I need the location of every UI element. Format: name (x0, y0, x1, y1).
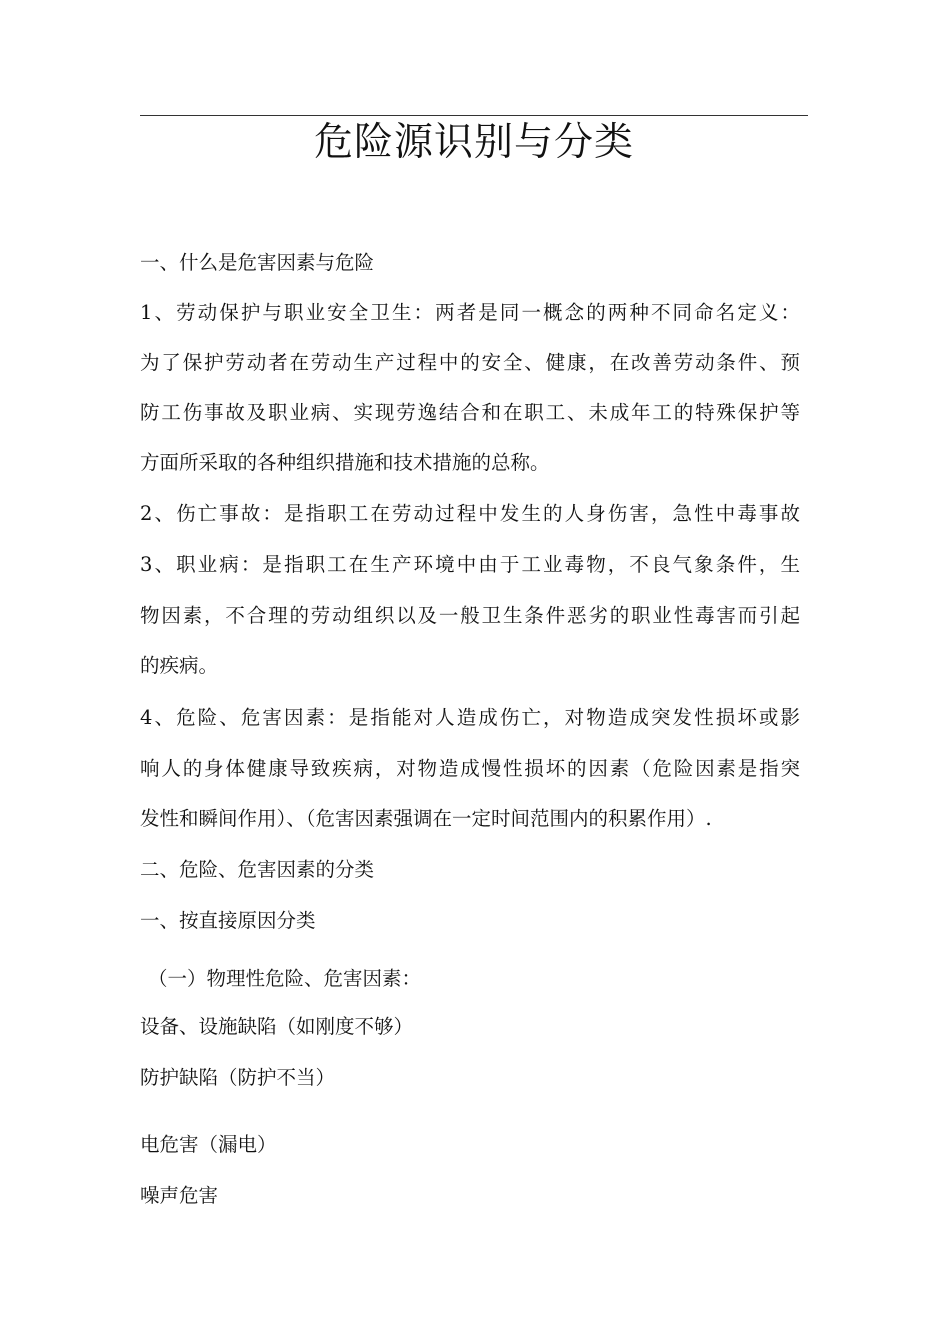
line-13: 二、危险、危害因素的分类 (140, 858, 375, 881)
page-title: 危险源识别与分类 (313, 120, 634, 165)
line-9: 的疾病。 (140, 654, 219, 677)
line-14: 一、按直接原因分类 (140, 909, 316, 932)
line-12: 发性和瞬间作用）、（危害因素强调在一定时间范围内的积累作用）. (140, 807, 712, 830)
line-3: 为了保护劳动者在劳动生产过程中的安全、健康，在改善劳动条件、预 (140, 351, 800, 374)
line-8: 物因素，不合理的劳动组织以及一般卫生条件恶劣的职业性毒害而引起 (140, 604, 800, 627)
line-16: 设备、设施缺陷（如刚度不够） (140, 1015, 414, 1038)
line-17: 防护缺陷（防护不当） (140, 1066, 336, 1089)
line-5: 方面所采取的各种组织措施和技术措施的总称。 (140, 451, 550, 474)
line-2: 1、劳动保护与职业安全卫生：两者是同一概念的两种不同命名定义： (140, 301, 800, 324)
line-4: 防工伤事故及职业病、实现劳逸结合和在职工、未成年工的特殊保护等 (140, 401, 800, 424)
line-15: （一）物理性危险、危害因素： (148, 967, 422, 990)
line-6: 2、伤亡事故：是指职工在劳动过程中发生的人身伤害，急性中毒事故 (140, 502, 800, 525)
line-11: 响人的身体健康导致疾病，对物造成慢性损坏的因素（危险因素是指突 (140, 757, 800, 780)
line-18: 电危害（漏电） (140, 1133, 277, 1156)
line-7: 3、职业病：是指职工在生产环境中由于工业毒物，不良气象条件，生 (140, 553, 800, 576)
line-10: 4、危险、危害因素：是指能对人造成伤亡，对物造成突发性损坏或影 (140, 706, 800, 729)
line-1: 一、什么是危害因素与危险 (140, 251, 375, 274)
line-19: 噪声危害 (140, 1184, 219, 1207)
